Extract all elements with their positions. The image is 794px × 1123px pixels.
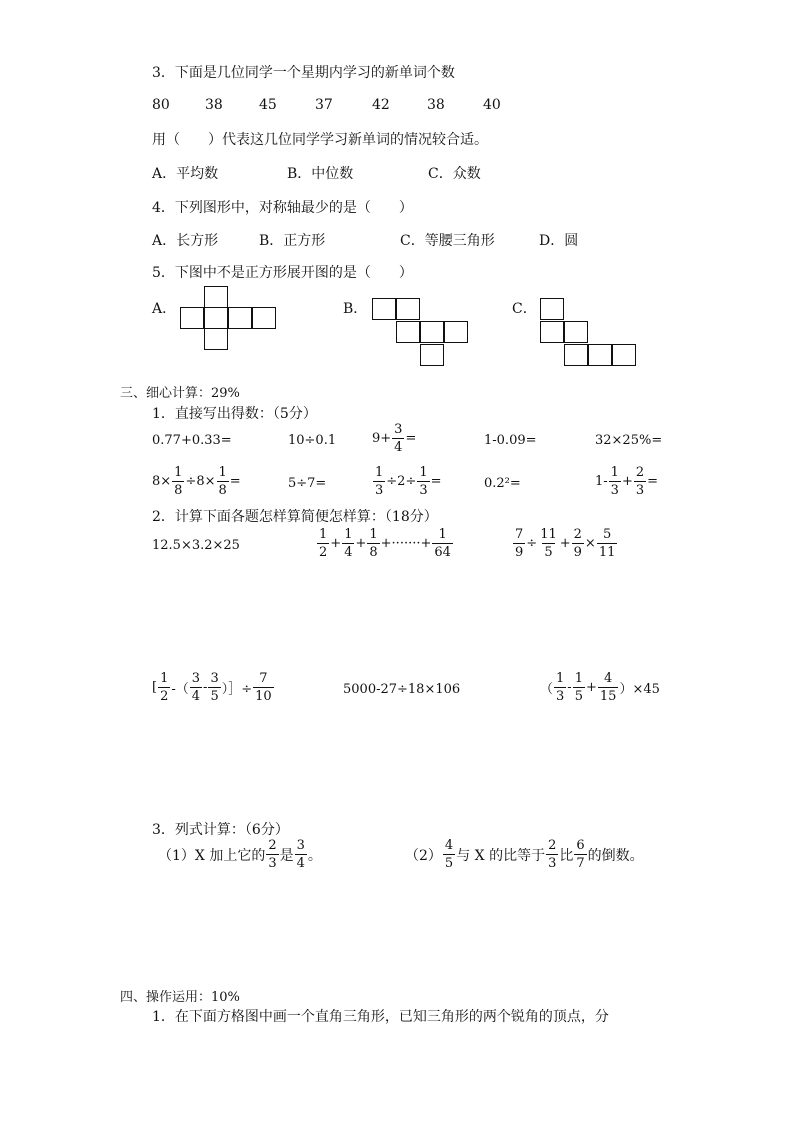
frac-1-2 [158, 672, 170, 703]
q3-title: 3．下面是几位同学一个星期内学习的新单词个数 [152, 65, 455, 81]
frac-num: 1 [556, 671, 565, 686]
frac-den: 2 [160, 689, 169, 704]
frac-num: 3 [191, 671, 201, 686]
q3-option-a: A．平均数 [152, 166, 219, 182]
s3-p3-title: 3．列式计算：（6分） [152, 822, 289, 838]
frac-6-7 [574, 839, 586, 870]
frac-den: 5 [444, 856, 454, 871]
p2-calc-4-t1: [ [152, 680, 158, 695]
p2-calc-2-t3: +·······+ [380, 536, 432, 551]
frac-num: 1 [160, 671, 169, 686]
frac-1-3 [417, 466, 429, 497]
frac-num: 1 [218, 465, 227, 480]
frac-1-2 [317, 528, 329, 559]
frac-5-11 [597, 528, 618, 559]
calc-10-t2: + [621, 474, 633, 489]
s4-p1: 1．在下面方格图中画一个直角三角形，已知三角形的两个锐角的顶点，分 [152, 1009, 609, 1025]
q3-data-2: 38 [205, 97, 223, 113]
calc-6-eq: = [229, 474, 241, 489]
frac-den: 3 [419, 483, 428, 498]
calc-7: 5÷7= [288, 476, 327, 491]
frac-den: 9 [573, 545, 582, 560]
frac-den: 4 [344, 545, 353, 560]
q3-data-6: 38 [427, 97, 445, 113]
q5-label-b: B． [343, 301, 368, 317]
frac-num: 2 [635, 465, 645, 480]
frac-num: 1 [375, 465, 384, 480]
frac-den: 5 [210, 689, 219, 704]
q5-title: 5．下图中不是正方形展开图的是（ ） [152, 265, 413, 281]
q4-title: 4．下列图形中，对称轴最少的是（ ） [152, 200, 413, 216]
frac-num: 6 [576, 838, 585, 853]
frac-den: 3 [375, 483, 384, 498]
net-c-cell [612, 344, 636, 366]
calc-10-t1: 1- [595, 474, 608, 489]
q3-data-4: 37 [315, 97, 333, 113]
calc-8-eq: = [430, 474, 442, 489]
calc-3-text: 9+ [372, 431, 392, 446]
frac-den: 3 [556, 689, 565, 704]
p2-calc-1: 12.5×3.2×25 [152, 538, 240, 553]
p2-calc-6-t3: + [585, 680, 597, 695]
frac-num: 2 [573, 527, 582, 542]
frac-den: 5 [544, 545, 553, 560]
s3-p1-title: 1．直接写出得数：（5分） [152, 406, 317, 422]
calc-8-t1: ÷2÷ [386, 474, 417, 489]
p3-q2-t3: 比 [559, 847, 574, 864]
frac-den: 9 [515, 545, 524, 560]
p3-q1-t3: 。 [307, 847, 322, 864]
net-a-cell [228, 307, 252, 329]
net-a-cell [204, 307, 228, 329]
frac-den: 4 [394, 440, 403, 455]
q3-data-7: 40 [483, 97, 501, 113]
frac-num: 1 [174, 465, 183, 480]
section-3-heading: 三、细心计算：29% [120, 386, 240, 401]
frac-1-4 [342, 528, 354, 559]
p2-calc-4 [152, 672, 275, 703]
p2-calc-4-t2: -（ [171, 682, 189, 697]
frac-den: 3 [610, 483, 619, 498]
frac-1-5 [573, 672, 585, 703]
p2-calc-2 [316, 528, 454, 559]
q3-prompt: 用（ ）代表这几位同学学习新单词的情况较合适。 [152, 132, 488, 148]
frac-2-9 [572, 528, 584, 559]
net-b-cell [420, 344, 444, 366]
frac-3-4 [295, 839, 307, 870]
calc-8 [372, 466, 442, 497]
frac-den: 8 [369, 545, 378, 560]
frac-den: 10 [255, 689, 272, 704]
net-a-cell [180, 307, 204, 329]
frac-1-8 [217, 466, 229, 497]
frac-3-5 [208, 672, 220, 703]
q4-option-c: C．等腰三角形 [400, 233, 495, 249]
q5-label-c: C． [512, 301, 537, 317]
p3-q1-t1: （1）X 加上它的 [158, 847, 266, 864]
q3-option-b: B．中位数 [287, 166, 354, 182]
p2-calc-4-t4: ）］÷ [221, 682, 253, 697]
frac-2-3 [634, 466, 646, 497]
frac-11-5 [538, 528, 559, 559]
frac-den: 3 [635, 483, 645, 498]
calc-4: 1-0.09= [484, 433, 537, 448]
frac-den: 4 [296, 856, 305, 871]
p2-calc-6-t2: - [567, 680, 572, 695]
net-a-cell [252, 307, 276, 329]
p2-calc-3-t2: + [559, 536, 571, 551]
section-4-heading: 四、操作运用：10% [120, 990, 240, 1005]
frac-7-9 [513, 528, 525, 559]
calc-2: 10÷0.1 [288, 433, 337, 448]
frac-den: 3 [548, 856, 557, 871]
net-b-cell [396, 321, 420, 343]
frac-den: 15 [599, 689, 617, 704]
net-c-cell [564, 321, 588, 343]
frac-num: 4 [604, 671, 613, 686]
frac-num: 1 [438, 527, 447, 542]
p2-calc-3 [512, 528, 618, 559]
net-a-cell [204, 286, 228, 308]
net-b-cell [396, 298, 420, 320]
frac-1-3 [609, 466, 621, 497]
p2-calc-3-t1: ÷ [526, 536, 538, 551]
net-a-cell [204, 328, 228, 350]
frac-den: 8 [174, 483, 183, 498]
frac-2-3 [266, 839, 278, 870]
frac-3-4 [392, 423, 404, 454]
net-c-cell [588, 344, 612, 366]
frac-num: 11 [540, 527, 557, 542]
frac-num: 3 [296, 838, 305, 853]
frac-den: 2 [319, 545, 328, 560]
calc-6-t1: 8× [152, 474, 172, 489]
net-b-cell [420, 321, 444, 343]
frac-7-10 [253, 672, 274, 703]
net-c-cell [540, 321, 564, 343]
calc-1: 0.77+0.33= [152, 433, 232, 448]
calc-6 [152, 466, 241, 497]
p2-calc-6 [540, 672, 660, 703]
q4-option-d: D．圆 [539, 233, 579, 249]
q3-data-5: 42 [372, 97, 390, 113]
p2-calc-3-t3: × [584, 536, 596, 551]
frac-num: 4 [444, 838, 454, 853]
frac-1-3 [554, 672, 566, 703]
p3-q1 [158, 839, 322, 870]
frac-num: 1 [419, 465, 428, 480]
p3-q2-t1: （2） [405, 847, 442, 864]
q3-data-3: 45 [259, 97, 277, 113]
frac-4-15 [598, 672, 619, 703]
frac-1-8 [172, 466, 184, 497]
net-c-cell [564, 344, 588, 366]
frac-2-3 [546, 839, 558, 870]
frac-1-64 [432, 528, 453, 559]
p3-q2 [405, 839, 644, 870]
frac-den: 3 [268, 856, 277, 871]
frac-num: 1 [574, 671, 583, 686]
s3-p2-title: 2．计算下面各题怎样算简便怎样算：（18分） [152, 509, 438, 525]
q4-option-a: A．长方形 [152, 233, 219, 249]
p2-calc-6-t4: ）×45 [619, 682, 660, 697]
frac-num: 7 [515, 527, 524, 542]
calc-3 [372, 423, 416, 454]
frac-num: 1 [369, 527, 378, 542]
frac-4-5 [443, 839, 455, 870]
calc-6-t2: ÷8× [185, 474, 216, 489]
p2-calc-2-t2: + [355, 536, 367, 551]
calc-10 [595, 466, 658, 497]
frac-num: 1 [344, 527, 353, 542]
frac-num: 1 [319, 527, 328, 542]
frac-1-8 [367, 528, 379, 559]
frac-1-3 [373, 466, 385, 497]
frac-num: 5 [602, 527, 612, 542]
frac-den: 8 [218, 483, 227, 498]
frac-3-4 [190, 672, 202, 703]
frac-num: 2 [268, 838, 277, 853]
p2-calc-2-t1: + [330, 536, 342, 551]
q3-data-1: 80 [152, 97, 170, 113]
q3-option-c: C．众数 [428, 166, 481, 182]
p3-q2-t2: 与 X 的比等于 [456, 847, 546, 864]
calc-10-eq: = [647, 474, 659, 489]
calc-9: 0.2²= [484, 476, 521, 491]
net-b-cell [444, 321, 468, 343]
q4-option-b: B．正方形 [259, 233, 326, 249]
frac-den: 11 [598, 545, 616, 560]
p2-calc-4-t3: - [203, 680, 208, 695]
p2-calc-6-t1: （ [540, 682, 554, 697]
calc-3-eq: = [405, 431, 417, 446]
calc-5: 32×25%= [595, 433, 663, 448]
net-b-cell [372, 298, 396, 320]
frac-num: 3 [394, 422, 403, 437]
p3-q2-t4: 的倒数。 [587, 847, 644, 864]
p3-q1-t2: 是 [279, 847, 294, 864]
p2-calc-5: 5000-27÷18×106 [343, 682, 461, 697]
frac-den: 7 [576, 856, 585, 871]
frac-den: 4 [191, 689, 201, 704]
frac-den: 64 [434, 545, 451, 560]
frac-den: 5 [574, 689, 583, 704]
frac-num: 2 [548, 838, 557, 853]
frac-num: 3 [210, 671, 219, 686]
frac-num: 7 [259, 671, 268, 686]
net-c-cell [540, 298, 564, 320]
q5-label-a: A． [152, 301, 177, 317]
frac-num: 1 [610, 465, 619, 480]
